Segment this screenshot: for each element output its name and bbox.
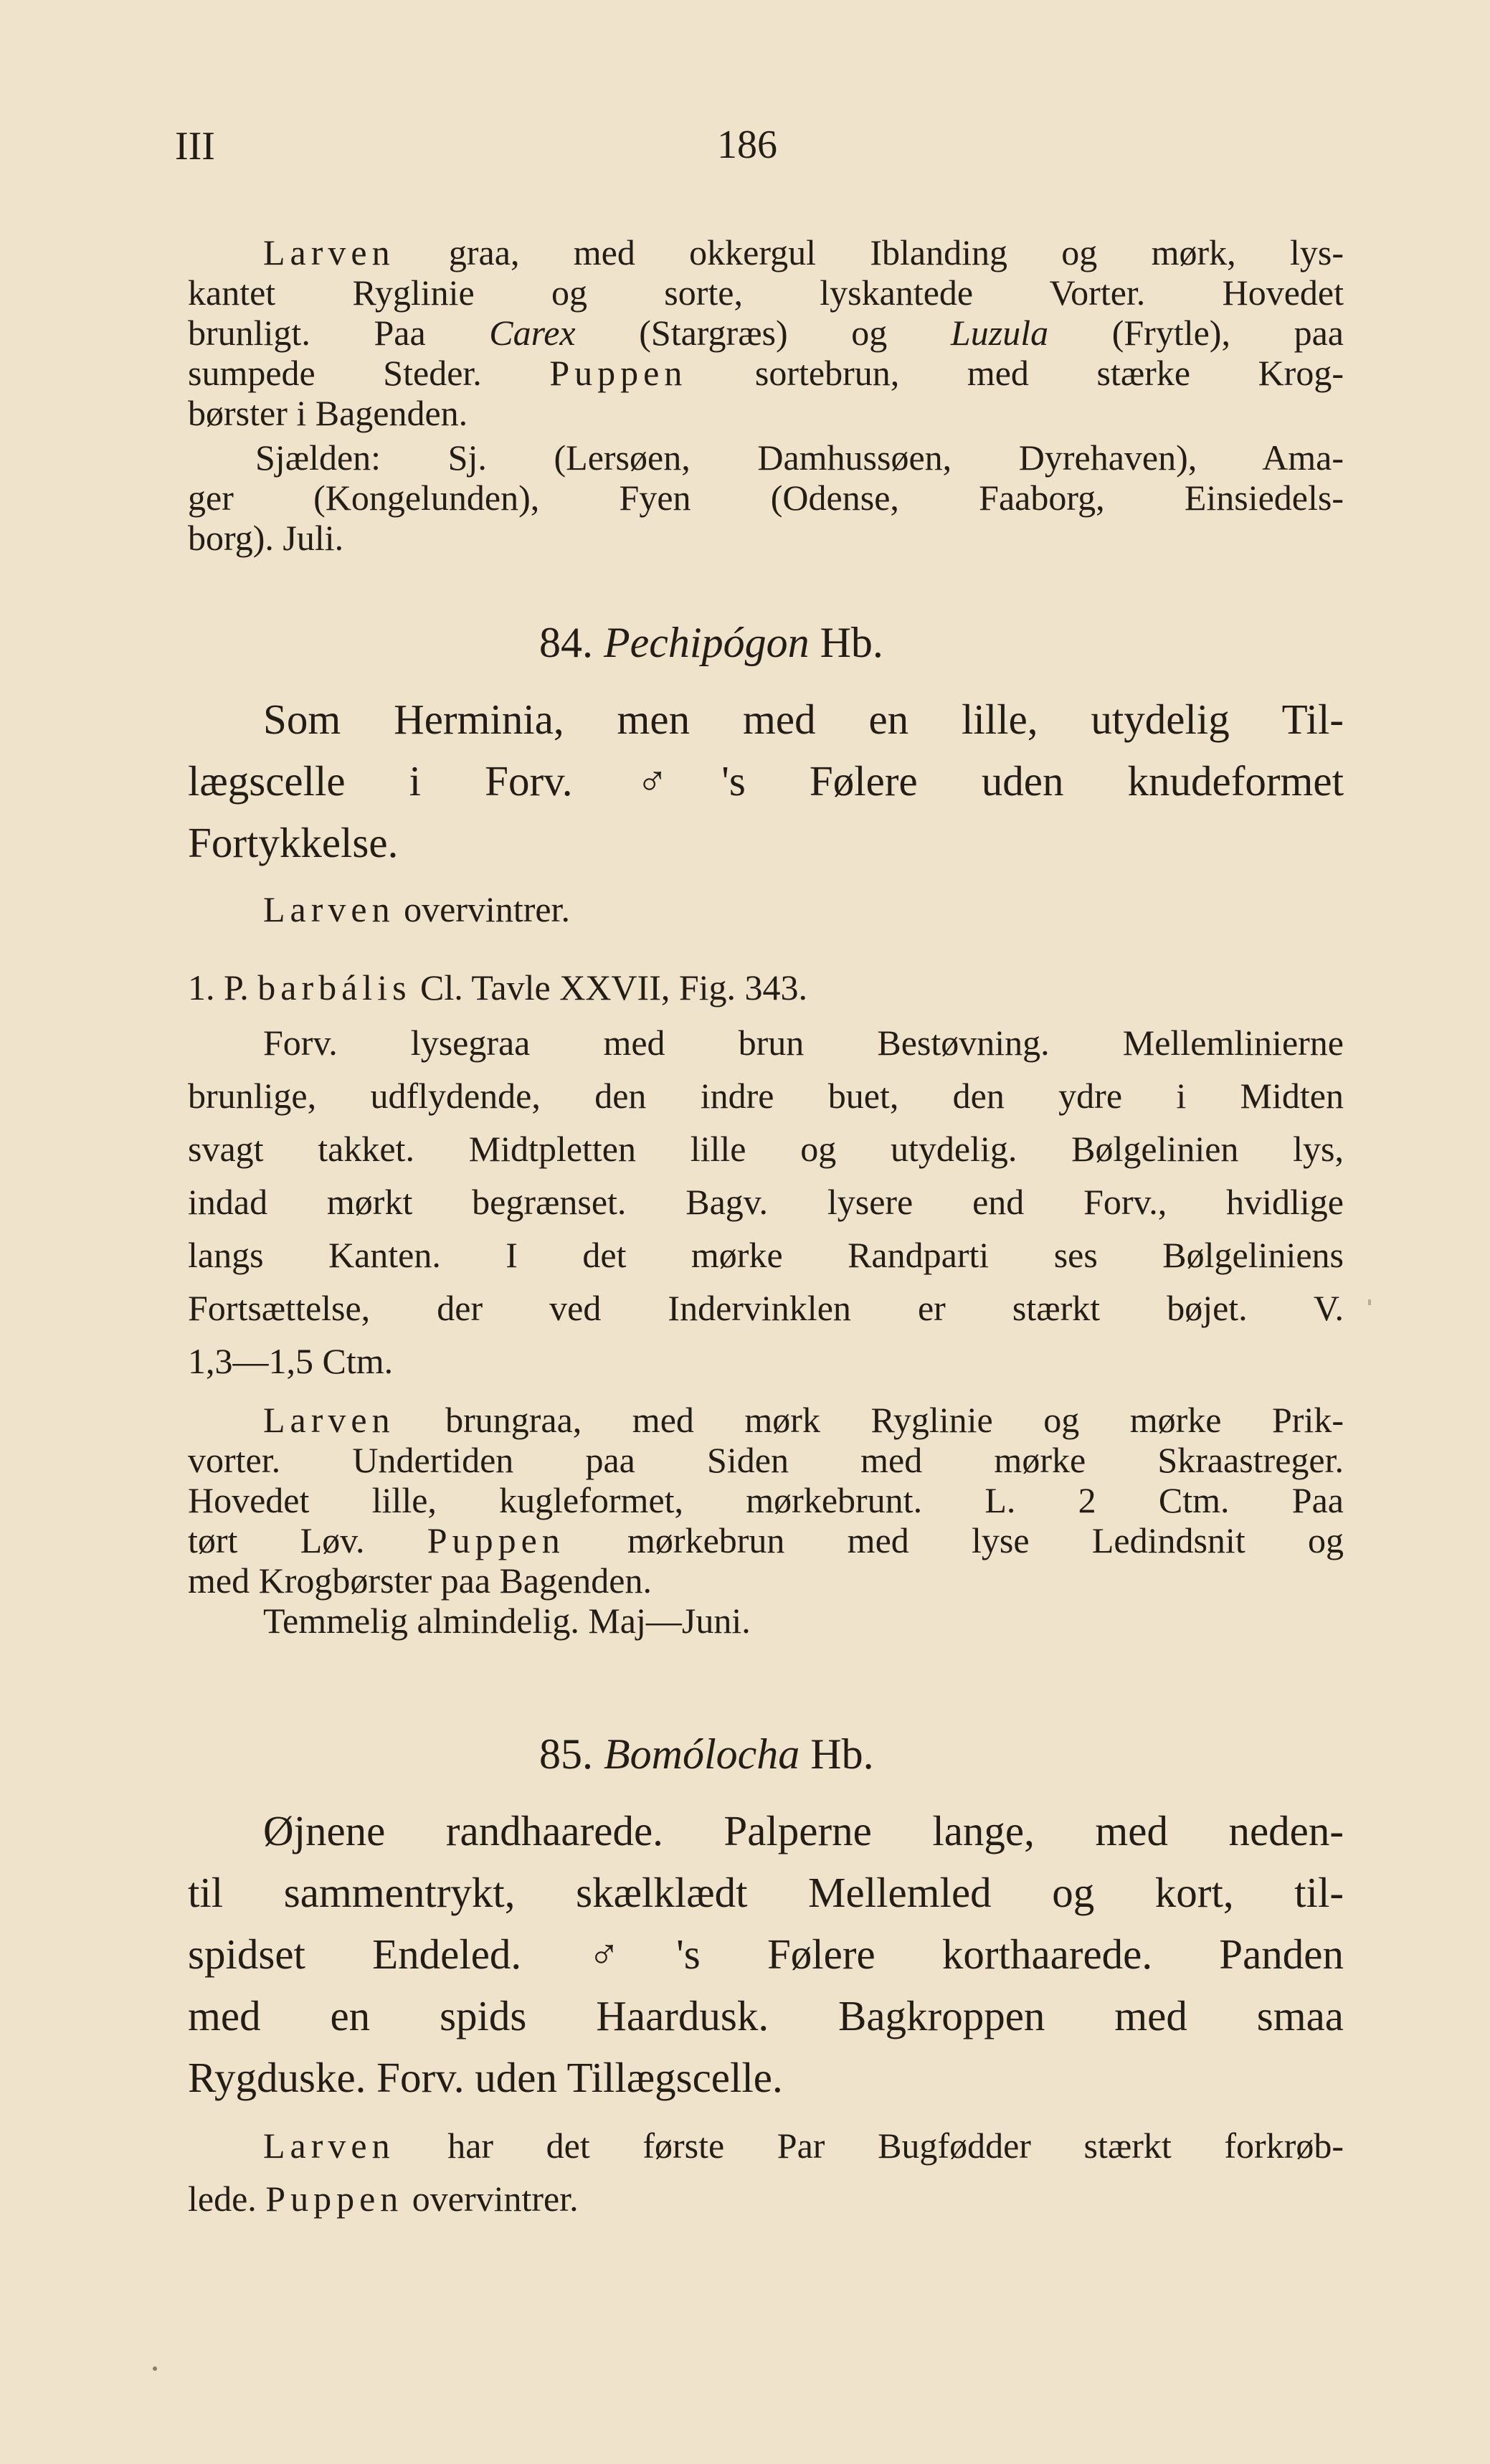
- text-line: Øjnene randhaarede. Palperne lange, med neden-: [263, 1807, 1344, 1854]
- text-line: Larven brungraa, med mørk Ryglinie og mørke Prik-: [263, 1400, 1344, 1440]
- text-line: Rygduske. Forv. uden Tillægscelle.: [188, 2054, 783, 2101]
- text-line: 1,3—1,5 Ctm.: [188, 1341, 394, 1381]
- genus-heading: 84. Pechipógon Hb.: [539, 619, 883, 666]
- text-line: brunlige, udflydende, den indre buet, den ydre i Midten: [188, 1076, 1344, 1116]
- text-line: Hovedet lille, kugleformet, mørkebrunt. L. 2 Ctm. Paa: [188, 1480, 1344, 1520]
- genus-name: Bomólocha: [604, 1730, 800, 1778]
- spaced-word: Larven: [263, 2126, 395, 2166]
- text-line: børster i Bagenden.: [188, 393, 468, 433]
- spaced-word: Larven: [263, 1400, 395, 1440]
- text-line: Forv. lysegraa med brun Bestøvning. Mellemlinierne: [263, 1023, 1344, 1063]
- spaced-word: Puppen: [427, 1520, 565, 1560]
- text-line: langs Kanten. I det mørke Randparti ses Bølgeliniens: [188, 1235, 1344, 1275]
- text-line: Fortsættelse, der ved Indervinklen er stærkt bøjet. V.: [188, 1288, 1344, 1328]
- text-line: med en spids Haardusk. Bagkroppen med smaa: [188, 1992, 1344, 2039]
- spaced-word: Larven: [263, 232, 395, 273]
- paper-speck: [153, 2366, 157, 2371]
- taxon-name: Luzula: [950, 313, 1049, 353]
- text-line: svagt takket. Midtpletten lille og utydelig. Bølgelinien lys,: [188, 1129, 1344, 1169]
- spaced-word: Puppen: [549, 353, 688, 393]
- paper-speck: [1368, 1299, 1371, 1305]
- occurrence-line: Temmelig almindelig. Maj—Juni.: [263, 1601, 751, 1641]
- text-line: Sjælden: Sj. (Lersøen, Damhussøen, Dyrehaven), Ama-: [255, 437, 1344, 478]
- genus-heading: 85. Bomólocha Hb.: [539, 1730, 874, 1778]
- text-line: med Krogbørster paa Bagenden.: [188, 1560, 652, 1601]
- taxon-name: Carex: [489, 313, 576, 353]
- text-line: lede. Puppen overvintrer.: [188, 2179, 579, 2219]
- text-line: Larven overvintrer.: [263, 889, 570, 929]
- text-line: indad mørkt begrænset. Bagv. lysere end Forv., hvidlige: [188, 1182, 1344, 1222]
- page-number: 186: [717, 123, 777, 167]
- species-name: barbális: [257, 967, 412, 1008]
- spaced-word: Larven: [263, 889, 395, 929]
- text-line: sumpede Steder. Puppen sortebrun, med stærke Krog-: [188, 353, 1344, 393]
- text-line: Som Herminia, men med en lille, utydelig Til-: [263, 696, 1344, 743]
- text-line: Larven graa, med okkergul Iblanding og mørk, lys-: [263, 232, 1344, 273]
- text-line: tørt Løv. Puppen mørkebrun med lyse Ledindsnit og: [188, 1520, 1344, 1560]
- text-line: vorter. Undertiden paa Siden med mørke Skraastreger.: [188, 1440, 1344, 1480]
- text-line: til sammentrykt, skælklædt Mellemled og kort, til-: [188, 1869, 1344, 1916]
- text-line: kantet Ryglinie og sorte, lyskantede Vorter. Hovedet: [188, 273, 1344, 313]
- species-heading: 1. P. barbális Cl. Tavle XXVII, Fig. 343.: [188, 967, 808, 1008]
- text-line: lægscelle i Forv. ♂'s Følere uden knudeformet: [188, 757, 1344, 805]
- text-line: Fortykkelse.: [188, 819, 399, 866]
- text-line: Larven har det første Par Bugfødder stærkt forkrøb-: [263, 2126, 1344, 2166]
- text-line: borg). Juli.: [188, 518, 344, 558]
- text-line: brunligt. Paa Carex (Stargræs) og Luzula (Frytle), paa: [188, 313, 1344, 353]
- spaced-word: Puppen: [265, 2179, 404, 2219]
- genus-name: Pechipógon: [604, 619, 810, 666]
- text-line: ger (Kongelunden), Fyen (Odense, Faaborg, Einsiedels-: [188, 478, 1344, 518]
- volume-number: III: [175, 124, 215, 169]
- text-line: spidset Endeled. ♂'s Følere korthaarede. Panden: [188, 1930, 1344, 1978]
